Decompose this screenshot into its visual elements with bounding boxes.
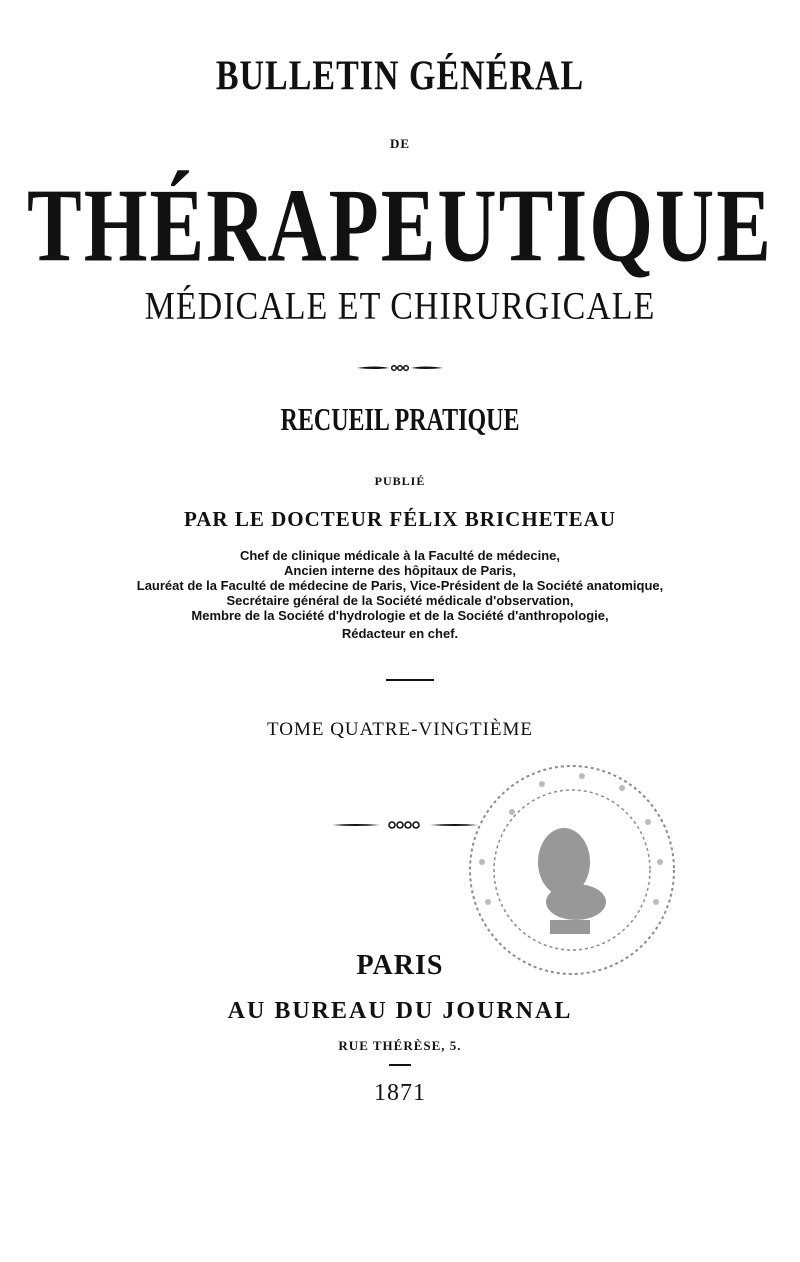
imprint-city: PARIS <box>356 950 444 981</box>
imprint-publisher: AU BUREAU DU JOURNAL <box>227 998 573 1024</box>
credential-line: Chef de clinique médicale à la Faculté de médecine, <box>239 548 561 563</box>
short-rule-icon <box>389 1064 411 1067</box>
tome-label: TOME QUATRE-VINGTIÈME <box>266 719 534 740</box>
imprint-address: RUE THÉRÈSE, 5. <box>338 1038 462 1053</box>
credential-line: Ancien interne des hôpitaux de Paris, <box>284 563 516 578</box>
library-stamp-icon <box>452 752 682 982</box>
title-subtitle: MÉDICALE ET CHIRURGICALE <box>144 285 656 328</box>
credential-line: Lauréat de la Faculté de médecine de Paris, Vice-Président de la Société anatomique, <box>136 578 664 593</box>
author-line: PAR LE DOCTEUR FÉLIX BRICHETEAU <box>184 507 616 531</box>
imprint-year: 1871 <box>374 1080 426 1106</box>
title-de: DE <box>389 136 411 151</box>
credential-line: Rédacteur en chef. <box>341 626 459 641</box>
recueil-title: RECUEIL PRATIQUE <box>280 403 520 438</box>
credential-line: Membre de la Société d'hydrologie et de la Société d'anthropologie, <box>191 608 609 623</box>
credential-line: Secrétaire général de la Société médicale d'observation, <box>226 593 574 608</box>
divider-rule-icon <box>386 678 434 682</box>
title-main: THÉRAPEUTIQUE <box>27 167 773 284</box>
title-line1: BULLETIN GÉNÉRAL <box>215 53 585 100</box>
author-credentials <box>0 548 800 641</box>
publie-label: PUBLIÉ <box>374 474 426 488</box>
ornament-divider-1-icon <box>355 362 445 374</box>
